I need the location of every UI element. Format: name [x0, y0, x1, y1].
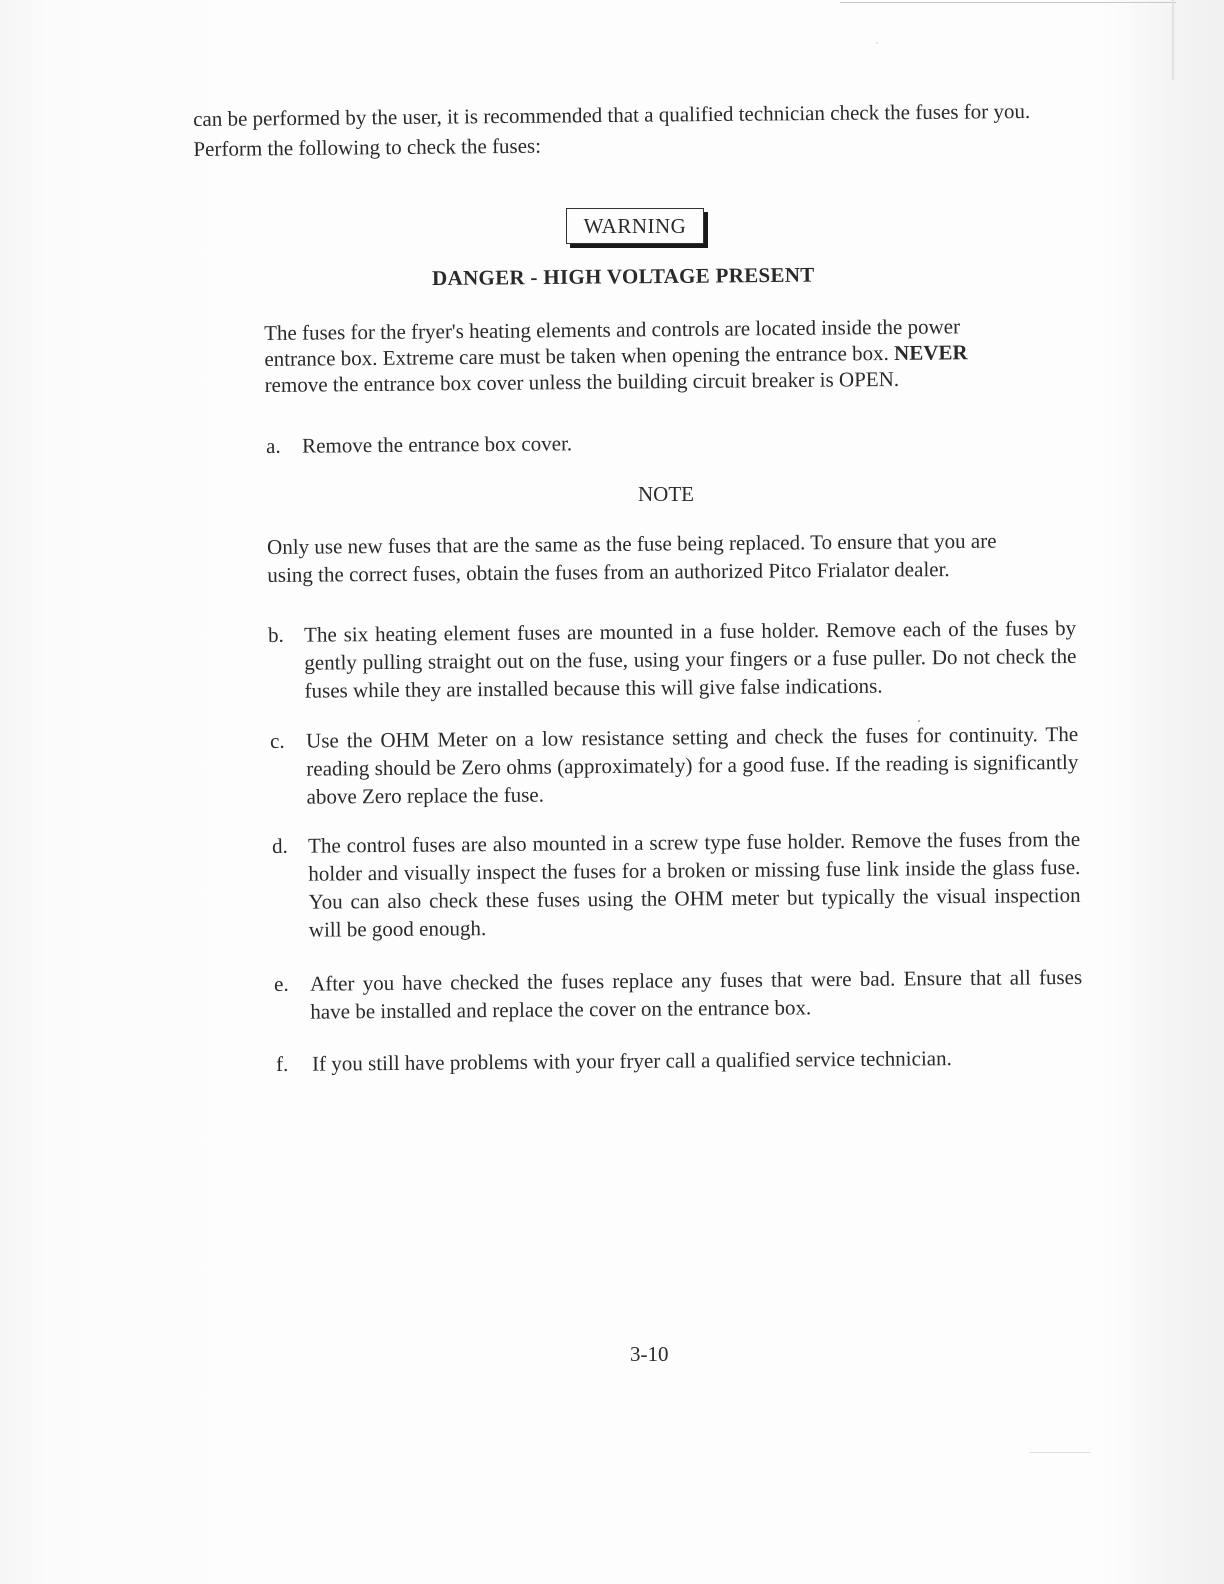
scan-speck: [1030, 1452, 1090, 1453]
warning-label: WARNING: [566, 208, 704, 244]
step-letter: c.: [270, 728, 285, 753]
step-text: Remove the entrance box cover.: [302, 431, 573, 458]
step-d: [272, 825, 1082, 942]
intro-paragraph: [193, 95, 1094, 164]
intro-line-1: can be performed by the user, it is recommended that a qualified technician check the fuses for you.: [193, 98, 1031, 131]
note-paragraph: Only use new fuses that are the same as the fuse being replaced. To ensure that you are using the correct fuses, obtain the fuses from an authorized Pitco Frialator dealer.: [267, 528, 997, 587]
warning-text-after: remove the entrance box cover unless the building circuit breaker is OPEN.: [264, 366, 900, 397]
step-letter: a.: [266, 433, 281, 458]
note-heading: NOTE: [638, 482, 694, 506]
step-f: [276, 1043, 1086, 1076]
step-text: If you still have problems with your fryer call a qualified service technician.: [312, 1046, 952, 1076]
step-text: After you have checked the fuses replace any fuses that were bad. Ensure that all fuses have be installed and replace the cover on the entrance box.: [310, 964, 1083, 1024]
step-e: [274, 963, 1084, 1024]
step-a: [266, 425, 1026, 458]
scan-speck: [918, 720, 920, 722]
scan-edge-shadow: [1172, 0, 1174, 80]
step-letter: e.: [274, 971, 289, 996]
step-letter: b.: [268, 622, 284, 647]
step-letter: f.: [276, 1051, 289, 1076]
step-letter: d.: [272, 833, 288, 858]
danger-heading: DANGER - HIGH VOLTAGE PRESENT: [432, 262, 815, 290]
warning-text-before: The fuses for the fryer's heating elements and controls are located inside the power entrance box. Extreme care must be taken when opening the entrance box.: [264, 314, 961, 371]
scan-edge-line: [840, 2, 1176, 3]
step-text: The control fuses are also mounted in a screw type fuse holder. Remove the fuses from the holder and visually inspect the fuses for a broken or missing fuse link inside the glass fuse. You can also check these fuses using the OHM meter but typically the visual inspection will be good enough.: [308, 826, 1081, 942]
intro-line-2: Perform the following to check the fuses:: [193, 133, 542, 161]
step-text: The six heating element fuses are mounted in a fuse holder. Remove each of the fuses by gently pulling straight out on the fuse, using your fingers or a fuse puller. Do not check the fuses while they are installed because this will give false indications.: [304, 615, 1077, 703]
warning-label-box: [566, 208, 708, 248]
step-text: Use the OHM Meter on a low resistance setting and check the fuses for continuity. The reading should be Zero ohms (approximately) for a good fuse. If the reading is significantly above Zero replace the fuse.: [306, 721, 1079, 809]
warning-text-never: NEVER: [893, 340, 968, 365]
page-number: 3-10: [630, 1342, 669, 1366]
step-c: [270, 720, 1080, 809]
scan-speck: [876, 42, 878, 44]
step-b: [268, 614, 1078, 703]
warning-paragraph: [264, 313, 1025, 398]
